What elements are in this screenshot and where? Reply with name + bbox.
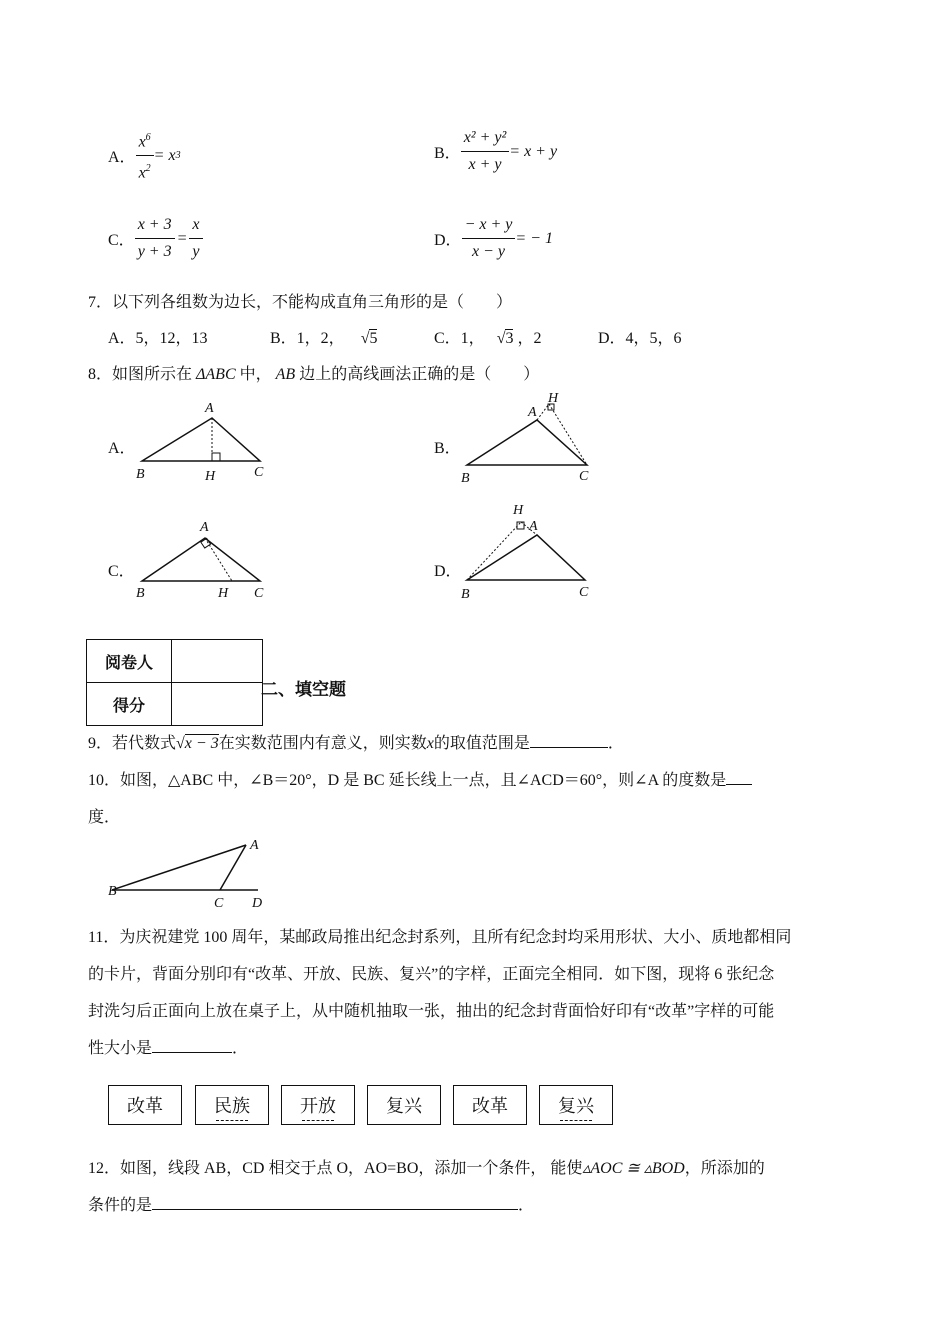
q11-line1: 11．为庆祝建党 100 周年，某邮政局推出纪念封系列，且所有纪念封均采用形状、大小、质地都相同 [88, 929, 792, 946]
q8-label-c: C． [108, 563, 135, 580]
q7-option-a: A．5，12，13 [108, 330, 208, 347]
q8-stem: 8．如图所示在 ΔABC 中， AB 边上的高线画法正确的是（ ） [88, 366, 540, 383]
svg-text:H: H [548, 391, 559, 406]
q10-line1: 10．如图，△ABC 中，∠B＝20°，D 是 BC 延长线上一点，且∠ACD＝60°，则∠A 的度数是 [88, 767, 752, 790]
svg-text:C: C [579, 469, 589, 484]
svg-text:A: A [528, 405, 537, 420]
svg-text:H: H [513, 503, 524, 518]
q12-line1: 12．如图，线段 AB，CD 相交于点 O，AO=BO，添加一个条件， 能使▵AOC ≅ ▵BOD，所添加的 [88, 1160, 765, 1177]
q9-answer-blank[interactable] [530, 731, 608, 748]
q7-option-d: D．4，5，6 [598, 330, 682, 347]
svg-text:B: B [108, 884, 117, 899]
q11-line4: 性大小是 ． [88, 1035, 248, 1058]
q6-b-fraction: $\frac{\text{x² + y²}}{x + y}$ [461, 125, 510, 178]
q6-option-b: B． $\frac{\text{x² + y²}}{x + y}$ = x + y [434, 125, 557, 178]
svg-text:A: A [200, 520, 209, 535]
svg-text:A: A [529, 519, 538, 534]
card-reform-1: 改革 [108, 1085, 182, 1125]
q6-option-a: A． $\frac{x^6}{x^2}$ = x 3 [108, 125, 181, 187]
svg-text:A: A [250, 838, 259, 853]
q8-label-a: A． [108, 440, 136, 457]
q8-figure-b [455, 390, 605, 490]
card-nation: 民族 [195, 1085, 269, 1125]
q11-line3: 封洗匀后正面向上放在桌子上，从中随机抽取一张，抽出的纪念封背面恰好印有“改革”字样的可能 [88, 1003, 775, 1020]
q6-option-c: C． $\frac{x + 3}{y + 3}$ = $\frac{x}{y}$ [108, 212, 203, 265]
svg-text:B: B [461, 471, 470, 486]
svg-text:B: B [136, 467, 145, 482]
q6-c-rhs-fraction: $\frac{x}{y}$ [189, 212, 202, 265]
svg-text:A: A [205, 401, 214, 416]
sqrt-icon: √x − 3 [176, 735, 219, 752]
q6-d-fraction: $\frac{- x + y}{x - y}$ [462, 212, 516, 265]
svg-text:H: H [218, 586, 229, 601]
q6-c-fraction: $\frac{x + 3}{y + 3}$ [135, 212, 175, 265]
q9: 9．若代数式√x − 3在实数范围内有意义，则实数x的取值范围是 ． [88, 730, 624, 753]
svg-text:C: C [254, 465, 264, 480]
card-revival-1: 复兴 [367, 1085, 441, 1125]
q8-figure-d [455, 500, 605, 605]
q8-figure-a [130, 398, 280, 488]
q7-option-c: C．1， √3 ，2 [434, 330, 542, 347]
svg-text:B: B [136, 586, 145, 601]
q6-option-d: D． $\frac{- x + y}{x - y}$ = − 1 [434, 212, 553, 265]
reviewer-label: 阅卷人 [87, 640, 172, 683]
card-revival-2: 复兴 [539, 1085, 613, 1125]
q10-figure [100, 835, 275, 910]
score-cell[interactable] [172, 683, 263, 726]
q11-answer-blank[interactable] [152, 1036, 232, 1053]
svg-text:C: C [579, 585, 589, 600]
q6-a-fraction: $\frac{x^6}{x^2}$ [136, 125, 154, 187]
q10-answer-blank[interactable] [726, 768, 752, 785]
sqrt-icon: √5 [360, 330, 378, 347]
svg-text:D: D [252, 896, 263, 910]
svg-text:H: H [205, 469, 216, 484]
q8-figure-c [130, 515, 280, 610]
reviewer-cell[interactable] [172, 640, 263, 683]
q12-answer-blank[interactable] [152, 1193, 518, 1210]
card-reform-2: 改革 [453, 1085, 527, 1125]
q8-label-d: D． [434, 563, 462, 580]
q11-line2: 的卡片，背面分别印有“改革、开放、民族、复兴”的字样，正面完全相同．如下图，现将 6 张纪念 [88, 966, 775, 983]
svg-text:B: B [461, 587, 470, 602]
score-table [86, 639, 263, 726]
sqrt-icon: √3 [496, 330, 514, 347]
q7-option-b: B．1，2， √5 [270, 330, 378, 347]
svg-text:C: C [214, 896, 224, 910]
q7-stem: 7．以下列各组数为边长，不能构成直角三角形的是（ ） [88, 294, 513, 311]
card-open: 开放 [281, 1085, 355, 1125]
q8-label-b: B． [434, 440, 461, 457]
svg-text:C: C [254, 586, 264, 601]
q12-line2: 条件的是 ． [88, 1192, 534, 1215]
section-title: 二、填空题 [261, 680, 346, 699]
score-label: 得分 [87, 683, 172, 726]
q10-line2: 度． [88, 809, 121, 826]
